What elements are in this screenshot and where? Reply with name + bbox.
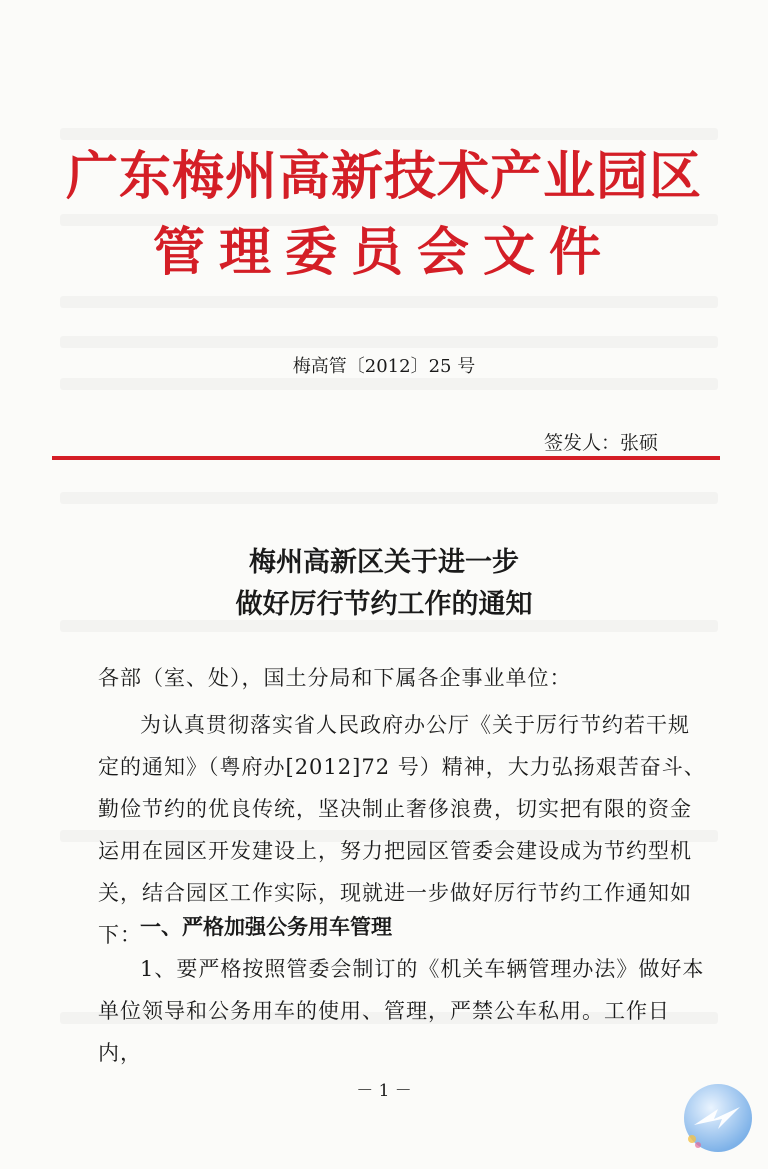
- page-number: － 1 －: [356, 1081, 412, 1101]
- notice-title-line2: 做好厉行节约工作的通知: [235, 589, 533, 620]
- signer: 签发人：张硕: [543, 432, 658, 454]
- bleed-through-mark: [60, 296, 718, 308]
- document-number: 梅高管〔2012〕25 号: [292, 356, 476, 377]
- paragraph-intro: 为认真贯彻落实省人民政府办公厅《关于厉行节约若干规定的通知》（粤府办[2012]72 号）精神，大力弘扬艰苦奋斗、勤俭节约的优良传统，坚决制止奢侈浪费，切实把有限的资金运用在园区开发建设上，努力把园区管委会建设成为节约型机关，结合园区工作实际，现就进一步做好厉行节约工作通知如下：: [98, 713, 706, 947]
- watermark-logo-icon: [678, 1079, 756, 1157]
- section-heading: 一、严格加强公务用车管理: [140, 915, 392, 939]
- recipient-line: 各部（室、处），国土分局和下属各企事业单位：: [98, 666, 572, 690]
- notice-title-line1: 梅州高新区关于进一步: [249, 547, 519, 578]
- red-divider-rule: [52, 456, 720, 460]
- bleed-through-mark: [60, 492, 718, 504]
- bleed-through-mark: [60, 620, 718, 632]
- issuing-organization-line2: 管理委员会文件: [152, 222, 615, 283]
- bleed-through-mark: [60, 378, 718, 390]
- issuing-organization-line1: 广东梅州高新技术产业园区: [65, 146, 702, 207]
- paragraph-item-1: 1、要严格按照管委会制订的《机关车辆管理办法》做好本单位领导和公务用车的使用、管理，严禁公车私用。工作日内，: [98, 957, 705, 1065]
- bleed-through-mark: [60, 336, 718, 348]
